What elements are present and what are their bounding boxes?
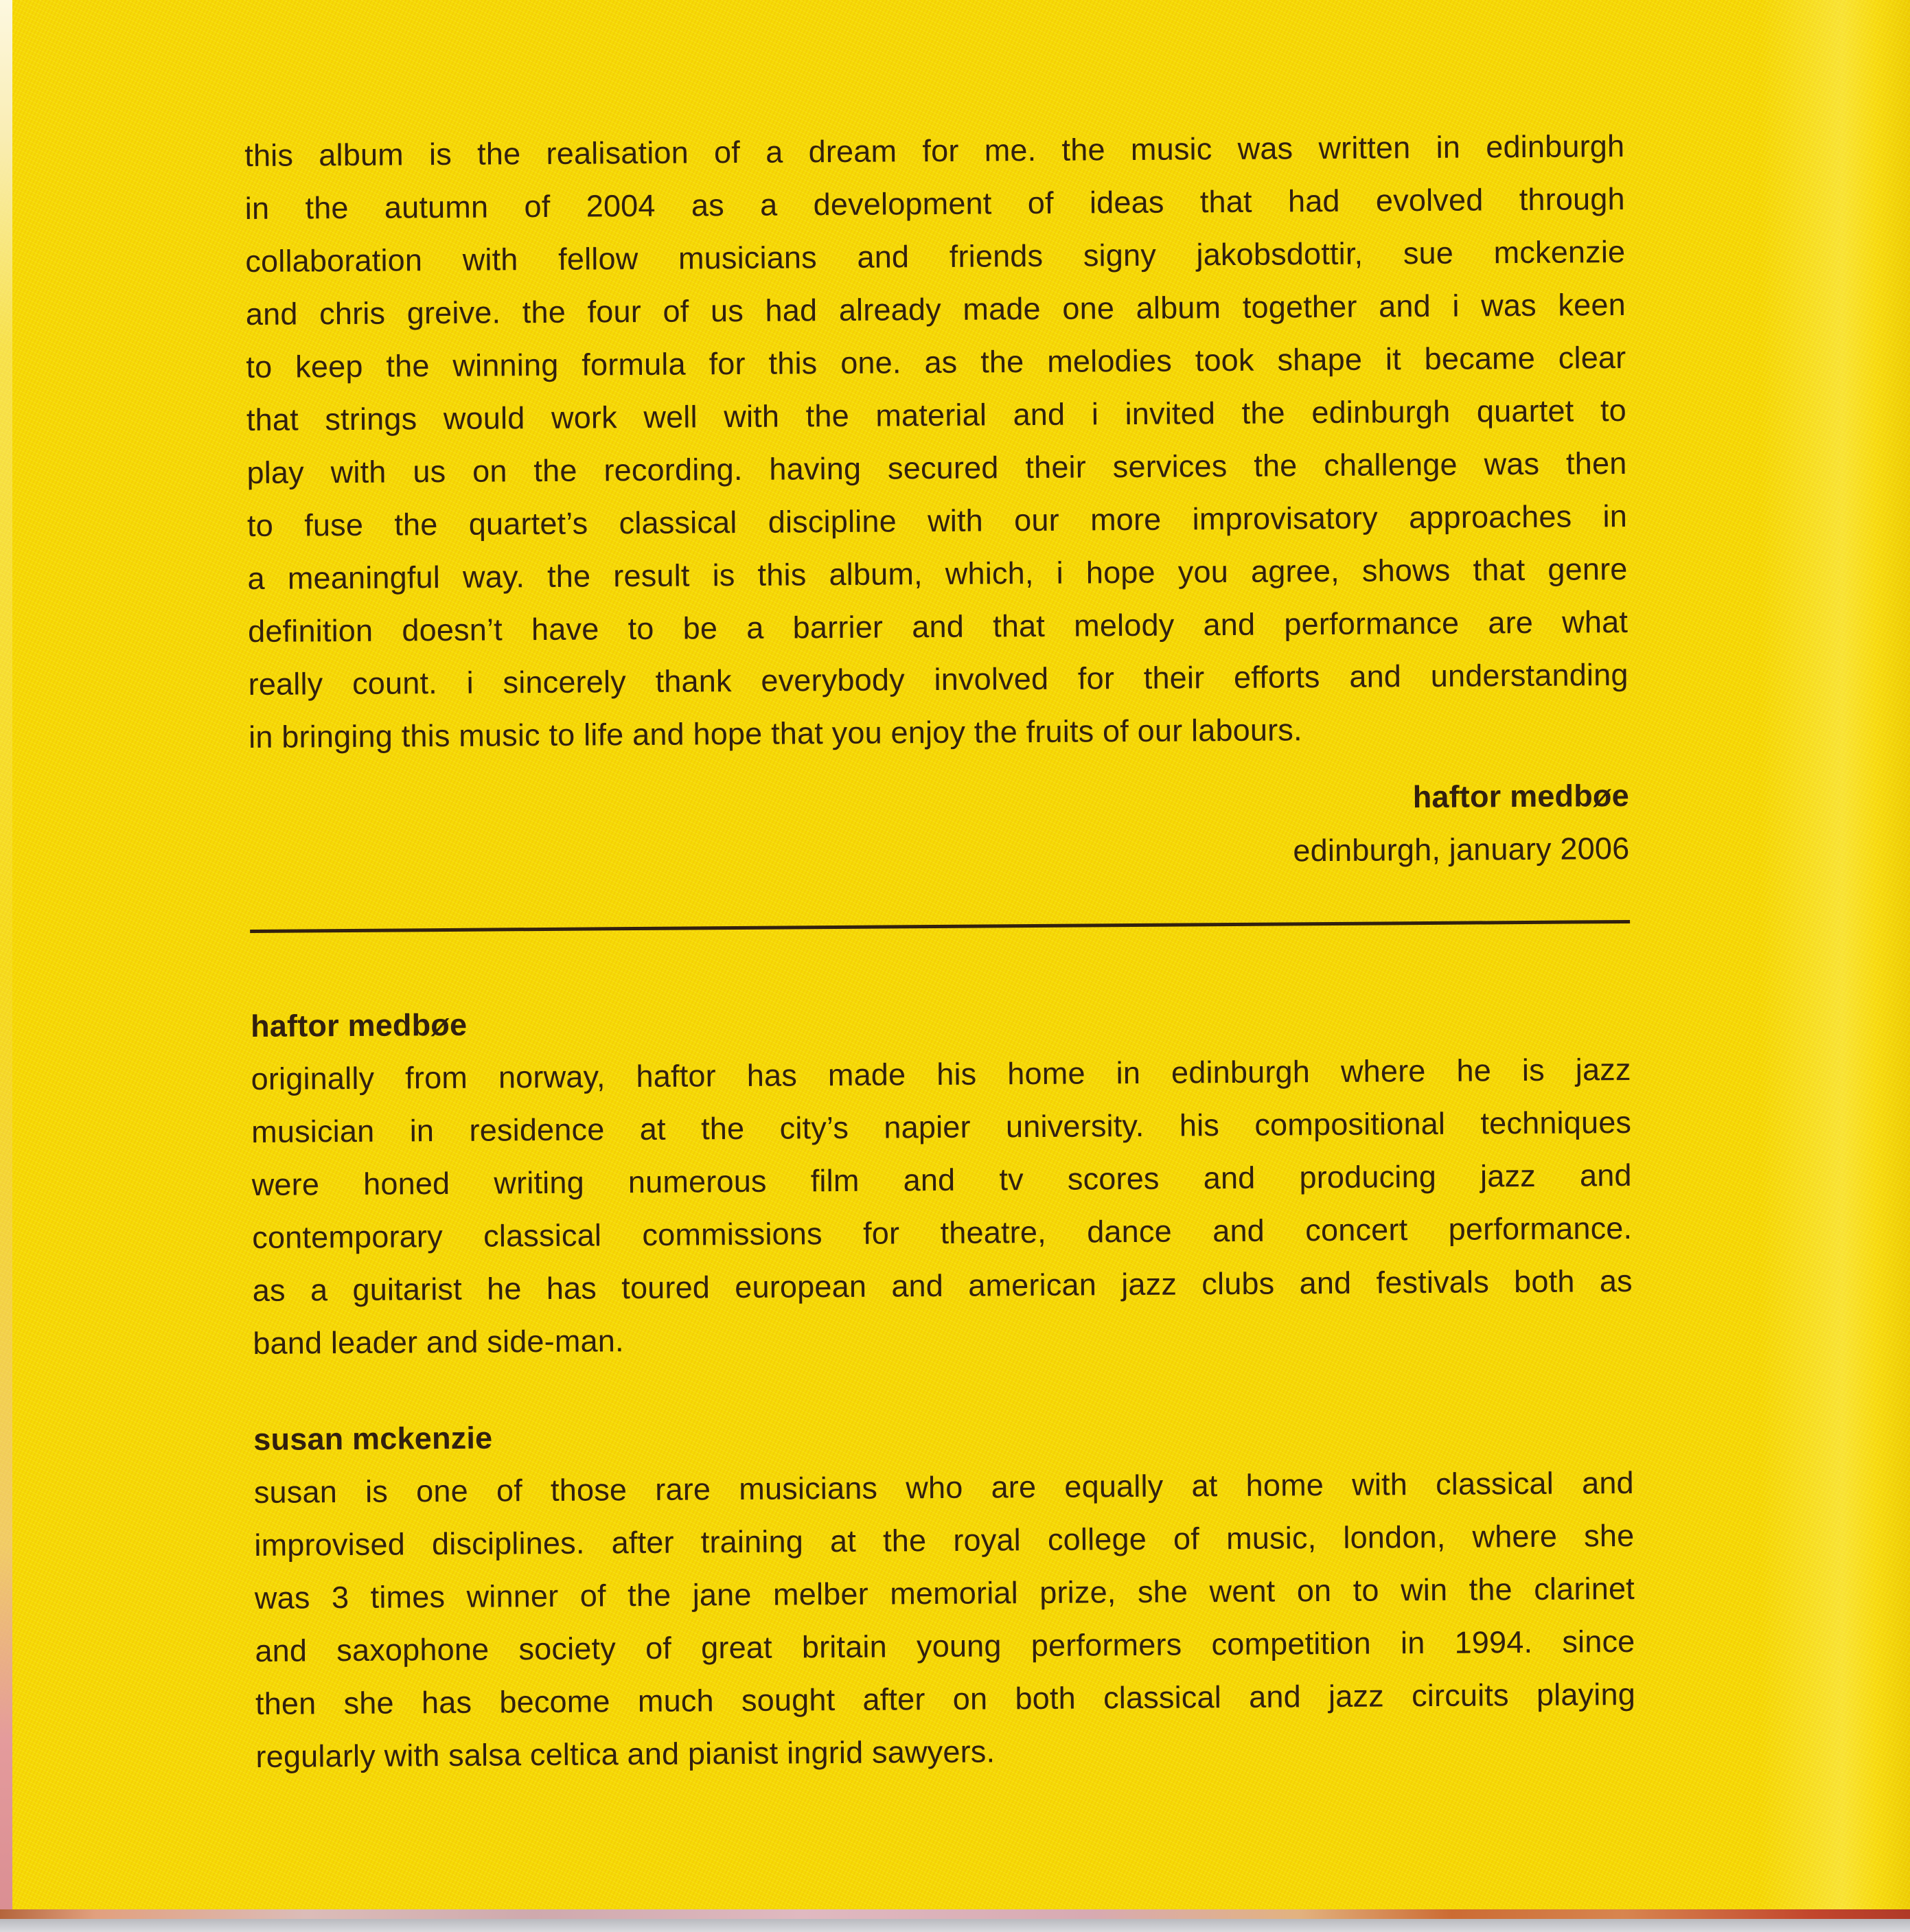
- text-line: susan is one of those rare musicians who are equally at home with classical and: [253, 1464, 1634, 1510]
- scan-edge-bottom-art: [0, 1909, 1910, 1920]
- intro-paragraph: [244, 119, 1629, 763]
- text-line: really count. i sincerely thank everybody involved for their efforts and understanding: [248, 656, 1629, 702]
- text-line: and chris greive. the four of us had already made one album together and i was keen: [245, 286, 1626, 332]
- text-line: contemporary classical commissions for theatre, dance and concert performance.: [252, 1210, 1633, 1255]
- page-sheen-right: [1759, 0, 1910, 1932]
- text-line: were honed writing numerous film and tv scores and producing jazz and: [251, 1157, 1632, 1202]
- text-line: musician in residence at the city’s napier university. his compositional techniques: [251, 1104, 1632, 1149]
- text-line: that strings would work well with the material and i invited the edinburgh quartet to: [246, 392, 1627, 437]
- bio-section-susan: [253, 1403, 1636, 1783]
- signature-name: haftor medbøe: [1412, 777, 1630, 815]
- text-line: as a guitarist he has toured european and american jazz clubs and festivals both as: [252, 1263, 1633, 1308]
- text-line: to keep the winning formula for this one. as the melodies took shape it became clear: [246, 339, 1626, 384]
- bio-heading-susan: susan mckenzie: [253, 1420, 493, 1457]
- liner-notes-content: [244, 119, 1636, 1783]
- bio-paragraph-haftor: [251, 1043, 1633, 1370]
- text-line: in bringing this music to life and hope that you enjoy the fruits of our labours.: [249, 712, 1302, 755]
- bio-heading-haftor: haftor medbøe: [250, 1007, 468, 1044]
- signature-place-date: edinburgh, january 2006: [1293, 830, 1630, 869]
- text-line: then she has become much sought after on both classical and jazz circuits playing: [255, 1676, 1636, 1721]
- text-line: definition doesn’t have to be a barrier and that melody and performance are what: [247, 603, 1629, 649]
- scan-edge-bottom-gray: [0, 1919, 1910, 1932]
- text-line: in the autumn of 2004 as a development of ideas that had evolved through: [244, 181, 1625, 226]
- text-line: to fuse the quartet’s classical discipline with our more improvisatory approaches in: [246, 498, 1628, 543]
- text-line: play with us on the recording. having secured their services the challenge was then: [246, 445, 1627, 490]
- text-line: was 3 times winner of the jane melber memorial prize, she went on to win the clarinet: [254, 1570, 1635, 1615]
- scan-edge-left: [0, 0, 12, 1932]
- divider-rule: [250, 920, 1630, 933]
- text-line: improvised disciplines. after training at the royal college of music, london, where she: [254, 1517, 1635, 1563]
- signature-block: [249, 769, 1630, 884]
- bio-section-haftor: [251, 990, 1633, 1370]
- text-line: band leader and side-man.: [253, 1323, 624, 1361]
- text-line: collaboration with fellow musicians and friends signy jakobsdottir, sue mckenzie: [245, 233, 1626, 279]
- text-line: a meaningful way. the result is this album, which, i hope you agree, shows that genre: [247, 551, 1628, 596]
- text-line: originally from norway, haftor has made his home in edinburgh where he is jazz: [251, 1051, 1631, 1096]
- text-line: and saxophone society of great britain young performers competition in 1994. since: [255, 1623, 1635, 1668]
- text-line: regularly with salsa celtica and pianist ingrid sawyers.: [255, 1734, 996, 1774]
- bio-paragraph-susan: [254, 1456, 1636, 1783]
- text-line: this album is the realisation of a dream for me. the music was written in edinburgh: [244, 128, 1625, 173]
